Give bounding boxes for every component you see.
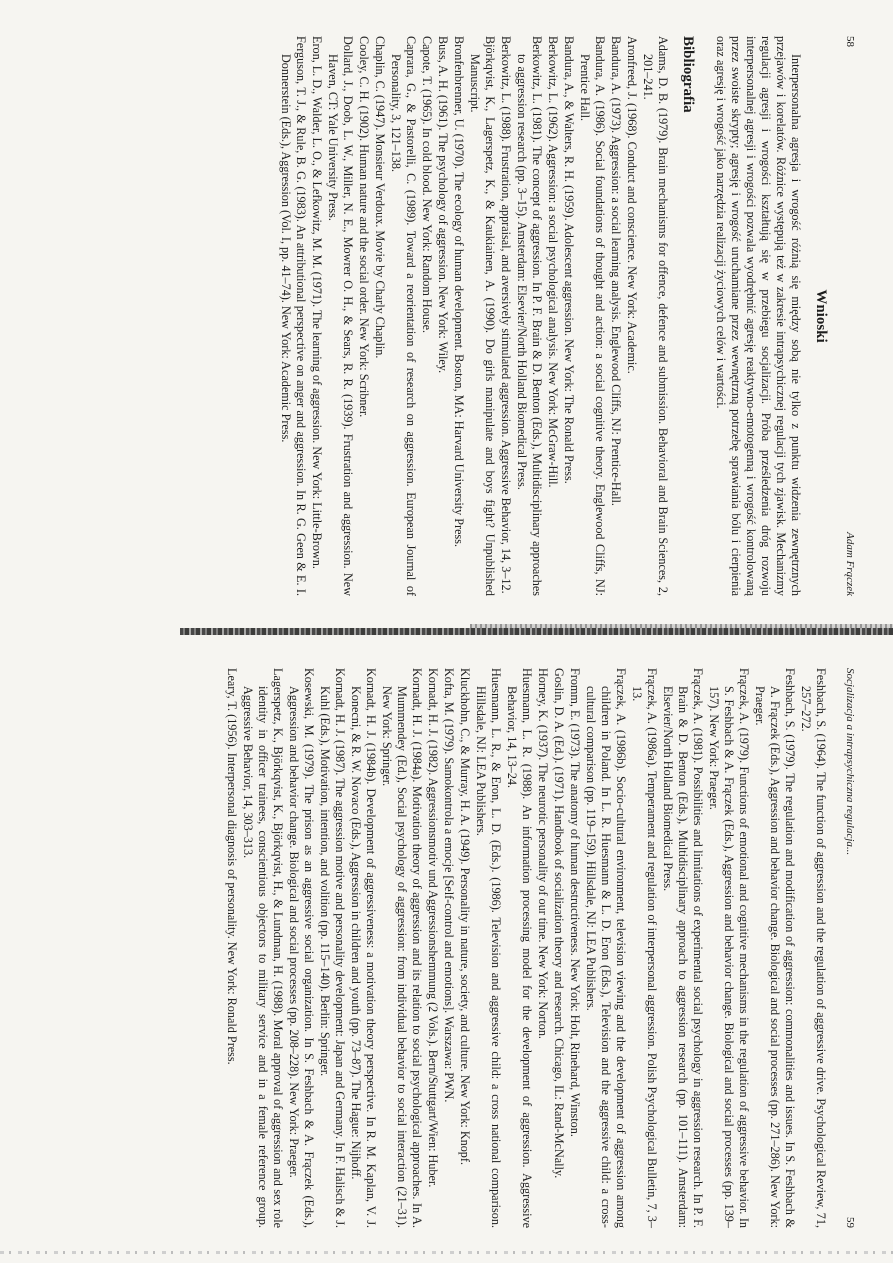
author-running-head: Adam Frączek — [843, 531, 856, 596]
reference-item: Berkowitz, L. (1962). Aggression: a social psychological analysis. New York: McGraw-Hill. — [545, 35, 560, 488]
reference-item: Leary, T. (1956). Interpersonal diagnosis of personality. New York: Ronald Press. — [224, 667, 239, 1065]
page-number: 59 — [843, 1216, 856, 1228]
reference-list-right — [224, 668, 828, 1228]
reference-list-left — [278, 36, 670, 596]
reference-item: Dollard, J., Doob, L. W., Miller, N. E., Mowrer O. H., & Sears, R. R. (1939). Frustration and aggression. New Haven, CT: Yale University Press. — [325, 35, 355, 596]
reference-item: Berkowitz, L. (1981). The concept of aggression. In P. F. Brain & D. Benton (Eds.), Multidisciplinary approaches to aggression research (pp. 3–15). Amsterdam: Elsevier/North Holland Biomedical Press. — [514, 35, 544, 596]
reference-item: Kofta, M. (1979). Samokontrola a emocje [Self-control and emotions]. Warszawa: PWN. — [441, 667, 456, 1102]
reference-item: Cooley, C. H. (1902). Human nature and the social order. New York: Scribner. — [356, 35, 371, 417]
reference-item: Feshbach, S. (1964). The function of aggression and the regulation of aggressive drive. Psychological Review, 71, 257–272. — [798, 667, 828, 1228]
bibliography-title: Bibliografia — [679, 35, 696, 113]
reference-item: Frączek, A. (1986a). Temperament and regulation of interpersonal aggression. Polish Psychological Bulletin, 7, 3–13. — [629, 667, 659, 1228]
reference-item: Huesmann, L. R. (1988). An information processing model for the development of aggression. Aggressive Behavior, 14, 13–24. — [504, 667, 534, 1228]
reference-item: Berkowitz, L. (1988). Frustration, appraisal, and aversively stimulated aggression. Aggressive Behavior, 14, 3–12. — [498, 35, 513, 594]
reference-item: Kluckhohn, C., & Murray, H. A. (1949). Personality in nature, society, and culture. New York: Knopf. — [457, 667, 472, 1165]
reference-item: Frączek, A. (1981). Possibilities and limitations of experimental social psychology in aggression research. In P. F. Brain & D. Benton (Eds.), Multidisciplinary approach to aggression research (pp. 101–111). Amsterdam: Elsevier/North Holland Biomedical Press. — [660, 667, 705, 1228]
reference-item: Fromm, E. (1973). The anatomy of human destructiveness. New York: Holt, Rinehard, Winston. — [567, 667, 582, 1137]
reference-item: Caprara, G., & Pastorelli, C. (1989). Toward a reorientation of research on aggression. European Journal of Personality, 3, 121–138. — [388, 35, 418, 596]
reference-item: Kornadt, H. J. (1987). The aggression motive and personality development: Japan and Germany. In F. Halisch & J. Kuhl (Eds.), Motivation, intention, and volition (pp. 115–140). Berlin: Springer. — [317, 667, 347, 1228]
reference-item: Bandura, A., & Walters, R. H. (1959). Adolescent aggression. New York: The Ronald Press. — [561, 35, 576, 484]
reference-item: Lagerspetz, K., Björkqvist, K., Björkqvist, H., & Lundman, H. (1988). Moral approval of aggression and sex role identity in officer trainees, conscientious objectors to military service and in a female reference group. Aggressive Behavior, 14, 303–313. — [240, 667, 285, 1228]
reference-item: Bronfenbrenner, U. (1970). The ecology of human development. Boston, MA: Harvard University Press. — [451, 35, 466, 547]
reference-item: Björkqvist, K., Lagerspetz, K., & Kaukiainen, A. (1990). Do girls manipulate and boys fight? Unpublished Manuscript. — [467, 35, 497, 596]
reference-item: Kornadt, H. J. (1984a). Motivation theory of aggression and its relation to social psychological approaches. In A. Mummendey (Ed.), Social psychology of aggression: from individual behavior to social interaction (21–31). New York: Springer. — [379, 667, 424, 1228]
page-59-running-head — [842, 668, 857, 1228]
reference-item: Huesmann, L. R., & Eron, L. D. (Eds.). (1986). Television and aggressive child: a cross national comparison. Hillsdale, NJ: LEA Publishers. — [473, 667, 503, 1228]
reference-item: Goslin, D. A. (Ed.). (1971). Handbook of socialization theory and research. Chicago, IL: Rand-McNally. — [551, 667, 566, 1178]
reference-item: Kosewski, M. (1979). The prison as an aggressive social organization. In S. Feshbach & A. Frączek (Eds.), Aggression and behavior change. Biological and social processes (pp. 208–228). New York: Praeger. — [286, 667, 316, 1228]
reference-item: Bandura, A. (1973). Aggression: a social learning analysis. Englewood Cliffs, NJ: Prentice-Hall. — [608, 35, 623, 506]
reference-item: Ferguson, T. J., & Rule, B. G. (1983). An attributional perspective on anger and aggression. In R. G. Geen & E. I. Donnerstein (Eds.), Aggression (Vol. I, pp. 41–74). New York: Academic Press. — [278, 35, 308, 596]
page-59-content — [37, 668, 857, 1228]
page-58 — [0, 0, 893, 631]
page-58-running-head — [842, 36, 857, 596]
reference-item: Kornadt, H. J. (1984b). Development of aggressiveness: a motivation theory perspective. In R. M. Kaplan, V. J. Konecni, & R. W. Novaco (Eds.), Aggression in children and youth (pp. 73–87). The Hague: Nijhoff. — [348, 667, 378, 1228]
reference-item: Horney, K. (1937). The neurotic personality of our time. New York: Norton. — [535, 667, 550, 1039]
reference-item: Chaplin, C. (1947). Monsieur Verdoux. Movie by Charly Chaplin. — [372, 35, 387, 358]
reference-item: Buss, A. H. (1961). The psychology of aggression. New York: Wiley. — [435, 35, 450, 373]
section-title: Wnioski — [812, 288, 829, 343]
reference-item: Frączek, A. (1986b). Socio-cultural environment, television viewing and the development of aggression among children in Poland. In L. R. Huesmann & L. D. Eron (Eds.), Television and the aggressive child: a cross-cultural comparison (pp. 119–159). Hillsdale, NJ: LEA Publishers. — [583, 667, 628, 1228]
scan-edge-grain — [0, 1251, 893, 1254]
chapter-running-head: Socjalizacja a intrapsychiczna regulacja... — [843, 667, 856, 855]
reference-item: Bandura, A. (1986). Social foundations of thought and action: a social cognitive theory. Englewood Cliffs, NJ: Prentice Hall. — [577, 35, 607, 596]
reference-item: Adams, D. B. (1979). Brain mechanisms for offence, defence and submission. Behavioral and Brain Sciences, 2, 201–241. — [640, 35, 670, 596]
reference-item: Feshbach, S. (1979). The regulation and modification of aggression: commonalities and issues. In S. Feshbach & A. Frączek (Eds.), Aggression and behavior change. Biological and social processes (pp. 271–286). New York: Praeger. — [752, 667, 797, 1228]
page-number: 58 — [843, 35, 856, 47]
page-58-content — [37, 36, 857, 596]
reference-item: Frączek, A. (1979). Functions of emotional and cognitive mechanisms in the regulation of aggressive behavior. In S. Feshbach & A. Frączek (Eds.), Aggression and behavior change. Biological and social processes (pp. 139–157). New York: Praeger. — [706, 667, 751, 1228]
reference-item: Eron, L. D., Walder, L. O., & Lefkowitz, M. M. (1971). The learning of aggression. New York: Little-Brown. — [309, 35, 324, 569]
scan-bottom-edge — [0, 1243, 893, 1263]
reference-item: Capote, T. (1965). In cold blood. New York: Random House. — [419, 35, 434, 333]
page-59 — [0, 632, 893, 1263]
reference-item: Aronfreed, J. (1968). Conduct and conscience. New York: Academic. — [624, 35, 639, 374]
reference-item: Kornadt, H. J. (1982). Aggressionsmotiv und Aggressionshemmung (2 Vols.). Bern/Stuttgart/Wien: Huber. — [425, 667, 440, 1187]
conclusion-paragraph: Interpersonalna agresja i wrogość różnią się między sobą nie tylko z punktu widzenia zewnętrznych przejawów i korelatów. Różnice występują też w zakresie intrapsychicznej regulacji tych zjawisk. Mechanizmy regulacji agresji i wrogości kształtują się w przebiegu socjalizacji. Próba prześledzenia dróg rozwoju interpersonalnej agresji i wrogości pozwala wyodrębnić agresję reaktywno-emotogenną i wrogość kontrolowaną przez swoiste skrypty; agresję i wrogość uruchamiane przez wewnętrzną potrzebę sprawiania bólu i cierpienia oraz agresję i wrogość jako narzędzia realizacji życiowych celów i wartości. — [713, 35, 803, 596]
gutter-shadow-band-thin — [470, 624, 893, 628]
